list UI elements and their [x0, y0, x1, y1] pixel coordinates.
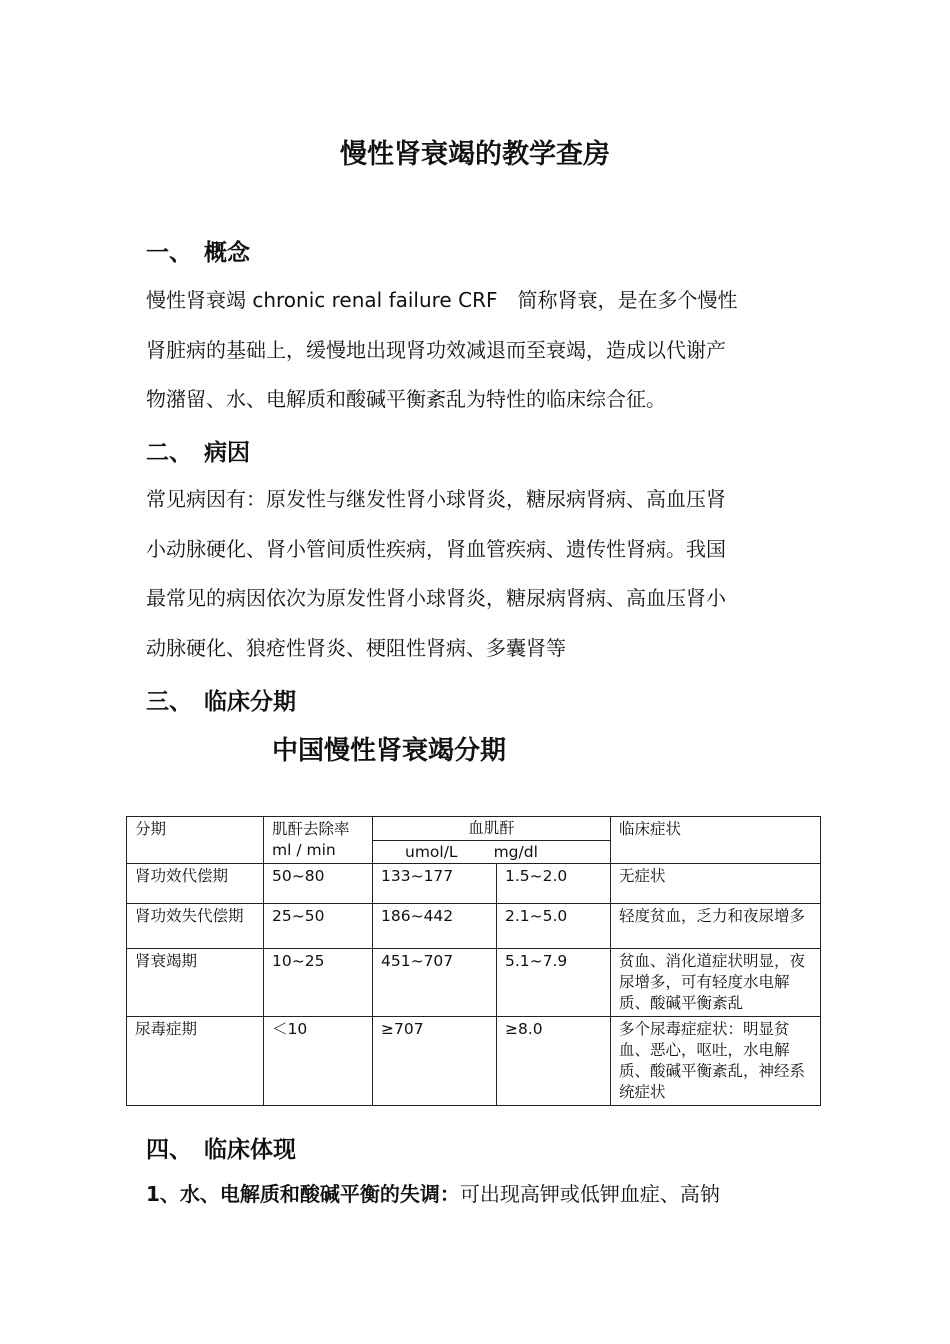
section-heading-concept: [146, 234, 250, 267]
concept-paragraph: [146, 276, 816, 425]
cell-umol: 451~707: [373, 949, 497, 1017]
paragraph-line: 小动脉硬化、肾小管间质性疾病，肾血管疾病、遗传性肾病。我国: [146, 536, 726, 561]
cell-umol: 133~177: [373, 864, 497, 904]
cell-stage: 肾功效失代偿期: [127, 904, 264, 949]
table-row: [127, 1017, 821, 1106]
cell-symptoms: 轻度贫血，乏力和夜尿增多: [611, 904, 821, 949]
paragraph-line: 肾脏病的基础上，缓慢地出现肾功效减退而至衰竭，造成以代谢产: [146, 337, 726, 362]
cell-mg: 1.5~2.0: [497, 864, 611, 904]
manifestation-text: 可出现高钾或低钾血症、高钠: [459, 1182, 720, 1206]
unit-mg: mg/dl: [493, 842, 538, 861]
header-clearance: [264, 817, 373, 864]
section-number: 一、: [146, 240, 192, 266]
cell-symptoms: 多个尿毒症症状：明显贫血、恶心，呕吐，水电解质、酸碱平衡紊乱，神经系统症状: [611, 1017, 821, 1106]
cell-clearance: 50~80: [264, 864, 373, 904]
header-clearance-label: 肌酐去除率: [272, 820, 350, 838]
section-number: 三、: [146, 689, 192, 715]
cell-umol: 186~442: [373, 904, 497, 949]
header-creatinine-units: [373, 840, 611, 864]
section-number: 四、: [146, 1137, 192, 1163]
cell-mg: ≥8.0: [497, 1017, 611, 1106]
table-header-row: [127, 817, 821, 841]
section-title: 临床分期: [204, 689, 296, 715]
header-stage: 分期: [127, 817, 264, 864]
paragraph-line: 动脉硬化、狼疮性肾炎、梗阻性肾病、多囊肾等: [146, 635, 566, 660]
cell-umol: ≥707: [373, 1017, 497, 1106]
cell-clearance: 10~25: [264, 949, 373, 1017]
unit-umol: umol/L: [405, 842, 458, 861]
paragraph-line: 常见病因有：原发性与继发性肾小球肾炎，糖尿病肾病、高血压肾: [146, 487, 726, 511]
section-title: 病因: [204, 440, 250, 466]
page-title: 慢性肾衰竭的教学查房: [340, 139, 610, 170]
section-number: 二、: [146, 440, 192, 466]
section-title: 概念: [204, 240, 250, 266]
header-clearance-unit: ml / min: [272, 841, 336, 859]
staging-table: [126, 816, 821, 1106]
section-heading-cause: [146, 434, 250, 467]
cell-symptoms: 无症状: [611, 864, 821, 904]
section-heading-manifestation: [146, 1131, 296, 1164]
cause-paragraph: [146, 475, 816, 673]
manifestation-line: [146, 1178, 720, 1207]
manifestation-label: 1、水、电解质和酸碱平衡的失调：: [146, 1182, 460, 1206]
cell-mg: 5.1~7.9: [497, 949, 611, 1017]
header-creatinine: 血肌酐: [373, 817, 611, 841]
cell-stage: 肾功效代偿期: [127, 864, 264, 904]
cell-clearance: 25~50: [264, 904, 373, 949]
cell-symptoms: 贫血、消化道症状明显，夜尿增多，可有轻度水电解质、酸碱平衡紊乱: [611, 949, 821, 1017]
header-symptoms: 临床症状: [611, 817, 821, 864]
paragraph-line: 最常见的病因依次为原发性肾小球肾炎，糖尿病肾病、高血压肾小: [146, 586, 726, 610]
table-row: [127, 904, 821, 949]
paragraph-line: 慢性肾衰竭 chronic renal failure CRF 简称肾衰，是在多个慢性: [146, 288, 738, 312]
cell-mg: 2.1~5.0: [497, 904, 611, 949]
table-title: 中国慢性肾衰竭分期: [272, 736, 507, 766]
paragraph-line: 物潴留、水、电解质和酸碱平衡紊乱为特性的临床综合征。: [146, 387, 666, 411]
table-row: [127, 864, 821, 904]
cell-clearance: ＜10: [264, 1017, 373, 1106]
cell-stage: 尿毒症期: [127, 1017, 264, 1106]
section-title: 临床体现: [204, 1137, 296, 1163]
section-heading-staging: [146, 683, 296, 716]
table-row: [127, 949, 821, 1017]
cell-stage: 肾衰竭期: [127, 949, 264, 1017]
